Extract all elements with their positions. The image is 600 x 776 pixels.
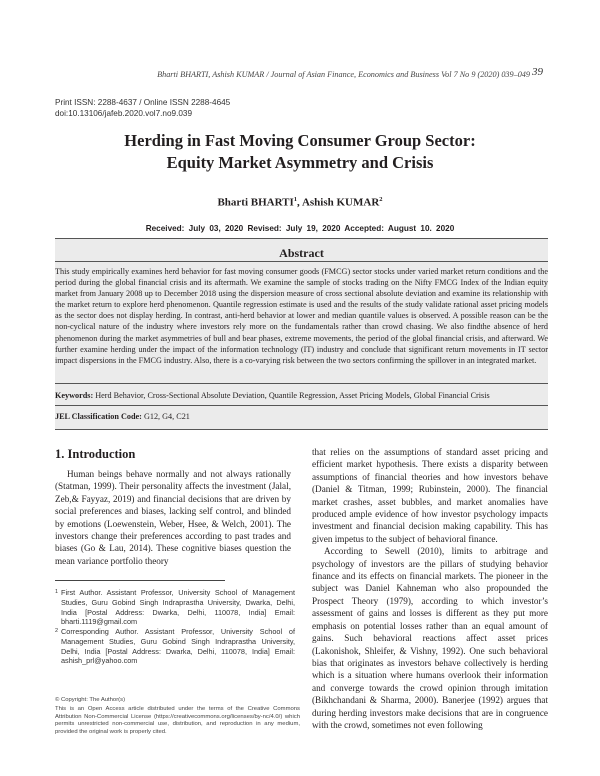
jel-rule (55, 429, 548, 430)
author-2: , Ashish KUMAR (297, 196, 380, 209)
section-heading: 1. Introduction (55, 447, 136, 461)
author-1-mark: 1 (293, 196, 298, 203)
abstract-top-rule (55, 238, 548, 239)
right-column (312, 446, 548, 731)
jel-codes (55, 412, 548, 421)
title-line-2: Equity Market Asymmetry and Crisis (166, 153, 434, 172)
footnote-1-text: First Author. Assistant Professor, University School of Management Studies, Guru Gobind Singh Indraprastha University, Dwarka, Delhi, India [Postal Address: Dwarka, Delhi, 110078, India] Email: bharti.1119@gmail.com (61, 588, 295, 627)
author-line (40, 196, 560, 209)
abstract-bottom-rule (55, 383, 548, 384)
abstract-heading: Abstract (279, 246, 324, 260)
keywords-rule (55, 405, 548, 406)
footnote-2-mark: 2 (55, 628, 59, 634)
jel-label: JEL Classification Code: (55, 412, 142, 421)
footnote-2-text: Corresponding Author. Assistant Professor, University School of Management Studies, Guru Gobind Singh Indraprastha University, Delhi, India [Postal Address: Dwarka, Delhi, 110078, India] Email: ashish_prl@yahoo.com (61, 627, 295, 666)
issn-block (55, 97, 230, 119)
footnote-1-mark: 1 (55, 589, 59, 595)
submission-dates: Received: July 03, 2020 Revised: July 19, 2020 Accepted: August 10. 2020 (145, 224, 455, 233)
keywords-label: Keywords: (55, 391, 94, 400)
page-number: 39 (532, 66, 543, 78)
footnote-rule (55, 580, 225, 581)
paper-title (40, 130, 560, 174)
footnote-2 (55, 627, 295, 666)
keywords-text: Herd Behavior, Cross-Sectional Absolute Deviation, Quantile Regression, Asset Pricing Models, Global Financial Crisis (93, 391, 490, 400)
doi-line: doi:10.13106/jafeb.2020.vol7.no9.039 (55, 109, 193, 118)
keywords (55, 391, 548, 400)
author-2-mark: 2 (379, 196, 383, 203)
copyright-line: © Copyright: The Author(s) (55, 697, 126, 703)
license-text: This is an Open Access article distributed under the terms of the Creative Commons Attribution Non-Commercial License (https://creativecommons.org/licenses/by-nc/4.0/) which permits unrestricted non-commercial use, distribution, and reproduction in any medium, provided the original work is properly cited. (55, 705, 300, 736)
right-paragraph-1: that relies on the assumptions of standard asset pricing and efficient market hypothesis. There exists a disparity between assumptions of financial theories and how investors behave (Daniel & Titman, 1999; Rubinstein, 2000). The financial market crashes, asset bubbles, and market anomalies have produced ample evidence of how investor psychology impacts investment and financial decision making capability. This has given impetus to the subject of behavioral finance. (312, 447, 548, 544)
running-header: Bharti BHARTI, Ashish KUMAR / Journal of Asian Finance, Economics and Business Vol 7 No 9 (2020) 039–049 (157, 70, 530, 79)
copyright-notice (55, 697, 300, 738)
jel-text: G12, G4, C21 (141, 412, 190, 421)
abstract-text: This study empirically examines herd behavior for fast moving consumer goods (FMCG) sector stocks under varied market return conditions and the period during the global financial crisis and its aftermath. We examine the sample of stocks trading on the Nifty FMCG Index of the Indian equity market from January 2008 up to December 2018 using the dispersion measure of cross sectional absolute deviation and examine its relationship with the market return to explore herd phenomenon. Quantile regression estimate is used and the results of the study validate rational asset pricing models as the sector does not display herding. In contrast, anti-herd behavior at lower and median quantile values is observed. A possible reason can be the non-cyclical nature of the industry where investors rely more on the fundamentals rather than crowd chasing. We also findthe absence of herd phenomenon during the market asymmetries of bull and bear phases, extreme movements, the period of the global financial crisis, and afterward. We further examine herding under the impact of the information technology (IT) industry and conclude that significant return movements in IT sector impact dispersions in the FMCG industry. Also, there is a co-varying risk between the two sectors confirming the spillover in an integrated market. (55, 267, 548, 365)
right-paragraph-2: According to Sewell (2010), limits to arbitrage and psychology of investors are the pillars of studying behavior finance and its effects on financial markets. The pioneer in the subject was Daniel Kahneman who also propounded the Prospect Theory (1979), according to which investor’s assessment of gains and losses is different as they put more emphasis on potential losses rather than an equal amount of gains. Such behavioral reactions affect asset prices (Lakonishok, Shleifer, & Vishny, 1992). One such behavioral bias that originates as investors behave collectively is herding which is a situation where humans overlook their information and converge towards the crowd opinion through imitation (Bikhchandani & Sharma, 2000). Banerjee (1992) argues that during herding investors make decisions that are in congruence with the crowd, sometimes not even following (312, 546, 548, 730)
title-line-1: Herding in Fast Moving Consumer Group Sector: (124, 131, 476, 150)
left-column (55, 468, 291, 567)
left-paragraph: Human beings behave normally and not always rationally (Statman, 1999). Their personality affects the investment (Jalal, Zeb,& Fayyaz, 2019) and financial decisions that are driven by social preferences and biases, lacking self control, and blinded by emotions (Loewenstein, Weber, Hsee, & Welch, 2001). The investors change their preferences according to past trades and biases (Go & Lau, 2014). These cognitive biases question the mean variance portfolio theory (55, 469, 291, 566)
issn-line: Print ISSN: 2288-4637 / Online ISSN 2288-4645 (55, 98, 231, 107)
author-1: Bharti BHARTI (217, 196, 294, 209)
footnote-1 (55, 588, 295, 627)
abstract-heading-rule (55, 261, 548, 262)
